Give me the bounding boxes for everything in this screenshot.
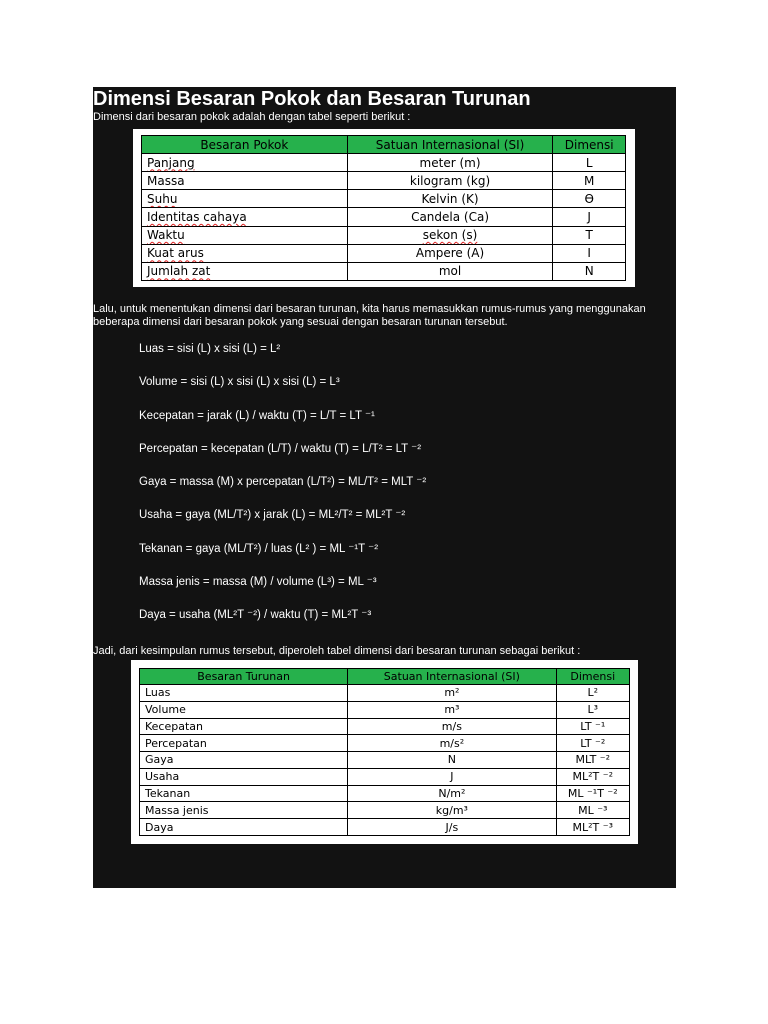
header-dimensi: Dimensi bbox=[553, 136, 626, 154]
table-row bbox=[140, 819, 630, 836]
cell-besaran bbox=[142, 190, 348, 208]
table-row bbox=[140, 735, 630, 752]
page-title: Dimensi Besaran Pokok dan Besaran Turunan bbox=[93, 88, 531, 110]
bullet-icon bbox=[87, 578, 91, 582]
cell-dimensi: ML ⁻³ bbox=[556, 802, 630, 819]
header-besaran-turunan: Besaran Turunan bbox=[140, 669, 348, 685]
header-satuan-si: Satuan Internasional (SI) bbox=[348, 669, 556, 685]
cell-besaran bbox=[142, 226, 348, 244]
cell-besaran-text: Jumlah zat bbox=[147, 264, 211, 279]
cell-besaran-text: Panjang bbox=[147, 155, 195, 170]
formula-text: Percepatan = kecepatan (L/T) / waktu (T) = L/T² = LT ⁻² bbox=[139, 442, 422, 455]
table-row bbox=[140, 701, 630, 718]
formula-text: Volume = sisi (L) x sisi (L) x sisi (L) = L³ bbox=[139, 376, 340, 389]
cell-dimensi: J bbox=[553, 208, 626, 226]
table-header-row bbox=[142, 136, 626, 154]
cell-dimensi: Ɵ bbox=[553, 190, 626, 208]
cell-dimensi: I bbox=[553, 244, 626, 262]
table-row bbox=[140, 685, 630, 702]
cell-dimensi: L² bbox=[556, 685, 630, 702]
header-satuan-si: Satuan Internasional (SI) bbox=[347, 136, 553, 154]
cell-satuan: J/s bbox=[348, 819, 556, 836]
table-row bbox=[142, 244, 626, 262]
cell-besaran: Kecepatan bbox=[140, 718, 348, 735]
cell-dimensi: N bbox=[553, 262, 626, 280]
table-row bbox=[140, 802, 630, 819]
besaran-turunan-table bbox=[139, 668, 630, 836]
cell-satuan: m/s² bbox=[348, 735, 556, 752]
bullet-icon bbox=[87, 478, 91, 482]
cell-dimensi: MLT ⁻² bbox=[556, 752, 630, 769]
cell-satuan-text: sekon (s) bbox=[422, 228, 478, 243]
bullet-icon bbox=[87, 511, 91, 515]
bullet-icon bbox=[87, 345, 91, 349]
formula-text: Gaya = massa (M) x percepatan (L/T²) = ML/T² = MLT ⁻² bbox=[139, 476, 427, 489]
cell-satuan bbox=[347, 226, 553, 244]
cell-satuan: m/s bbox=[348, 718, 556, 735]
bullet-icon bbox=[87, 545, 91, 549]
cell-besaran-text: Identitas cahaya bbox=[147, 209, 247, 224]
cell-satuan: N bbox=[348, 752, 556, 769]
table-row bbox=[142, 190, 626, 208]
cell-besaran: Gaya bbox=[140, 752, 348, 769]
cell-besaran: Daya bbox=[140, 819, 348, 836]
bullet-icon bbox=[87, 412, 91, 416]
cell-satuan: meter (m) bbox=[347, 154, 553, 172]
table-row bbox=[140, 752, 630, 769]
table-row bbox=[142, 262, 626, 280]
cell-dimensi: ML²T ⁻² bbox=[556, 768, 630, 785]
cell-dimensi: LT ⁻¹ bbox=[556, 718, 630, 735]
table-row bbox=[142, 172, 626, 190]
cell-besaran: Luas bbox=[140, 685, 348, 702]
cell-satuan: m² bbox=[348, 685, 556, 702]
cell-satuan: kilogram (kg) bbox=[347, 172, 553, 190]
table-row bbox=[142, 154, 626, 172]
formula-text: Daya = usaha (ML²T ⁻²) / waktu (T) = ML²T ⁻³ bbox=[139, 609, 372, 622]
cell-besaran bbox=[142, 208, 348, 226]
cell-dimensi: M bbox=[553, 172, 626, 190]
cell-besaran: Volume bbox=[140, 701, 348, 718]
formula-text: Luas = sisi (L) x sisi (L) = L² bbox=[139, 343, 281, 355]
subtitle-text: Dimensi dari besaran pokok adalah dengan tabel seperti berikut : bbox=[93, 111, 411, 123]
formula-text: Usaha = gaya (ML/T²) x jarak (L) = ML²/T² = ML²T ⁻² bbox=[139, 509, 406, 522]
cell-besaran-text: Waktu bbox=[147, 228, 185, 243]
header-dimensi: Dimensi bbox=[556, 669, 630, 685]
besaran-turunan-table-image bbox=[131, 660, 638, 844]
cell-besaran: Massa jenis bbox=[140, 802, 348, 819]
cell-satuan: Ampere (A) bbox=[347, 244, 553, 262]
cell-besaran: Tekanan bbox=[140, 785, 348, 802]
cell-satuan: N/m² bbox=[348, 785, 556, 802]
cell-besaran: Usaha bbox=[140, 768, 348, 785]
besaran-pokok-table-image bbox=[133, 129, 635, 287]
cell-satuan: mol bbox=[347, 262, 553, 280]
cell-besaran bbox=[142, 262, 348, 280]
table-row bbox=[142, 226, 626, 244]
table-row bbox=[140, 785, 630, 802]
cell-dimensi: L bbox=[553, 154, 626, 172]
cell-besaran bbox=[142, 154, 348, 172]
table-row bbox=[140, 718, 630, 735]
bullet-icon bbox=[87, 378, 91, 382]
cell-satuan: Kelvin (K) bbox=[347, 190, 553, 208]
intro-turunan-paragraph: Lalu, untuk menentukan dimensi dari besaran turunan, kita harus memasukkan rumus-rumus yang menggunakan beberapa dimensi dari besaran pokok yang sesuai dengan besaran turunan tersebut. bbox=[93, 303, 646, 328]
table-header-row bbox=[140, 669, 630, 685]
formula-text: Tekanan = gaya (ML/T²) / luas (L² ) = ML ⁻¹T ⁻² bbox=[139, 542, 379, 555]
table-row bbox=[142, 208, 626, 226]
table-row bbox=[140, 768, 630, 785]
cell-dimensi: T bbox=[553, 226, 626, 244]
cell-dimensi: ML²T ⁻³ bbox=[556, 819, 630, 836]
cell-satuan: J bbox=[348, 768, 556, 785]
cell-satuan: Candela (Ca) bbox=[347, 208, 553, 226]
formula-text: Massa jenis = massa (M) / volume (L³) = ML ⁻³ bbox=[139, 576, 377, 589]
cell-besaran bbox=[142, 244, 348, 262]
cell-satuan: m³ bbox=[348, 701, 556, 718]
cell-dimensi: LT ⁻² bbox=[556, 735, 630, 752]
cell-besaran-text: Suhu bbox=[147, 191, 178, 206]
header-besaran-pokok: Besaran Pokok bbox=[142, 136, 348, 154]
formula-text: Kecepatan = jarak (L) / waktu (T) = L/T = LT ⁻¹ bbox=[139, 409, 375, 422]
cell-dimensi: ML ⁻¹T ⁻² bbox=[556, 785, 630, 802]
cell-satuan: kg/m³ bbox=[348, 802, 556, 819]
bullet-icon bbox=[87, 445, 91, 449]
content-panel bbox=[93, 87, 676, 888]
besaran-pokok-table bbox=[141, 135, 626, 281]
conclusion-paragraph: Jadi, dari kesimpulan rumus tersebut, diperoleh tabel dimensi dari besaran turunan sebagai berikut : bbox=[93, 645, 581, 657]
cell-besaran-text: Kuat arus bbox=[147, 246, 204, 261]
bullet-icon bbox=[87, 611, 91, 615]
cell-besaran: Percepatan bbox=[140, 735, 348, 752]
cell-dimensi: L³ bbox=[556, 701, 630, 718]
cell-besaran: Massa bbox=[142, 172, 348, 190]
